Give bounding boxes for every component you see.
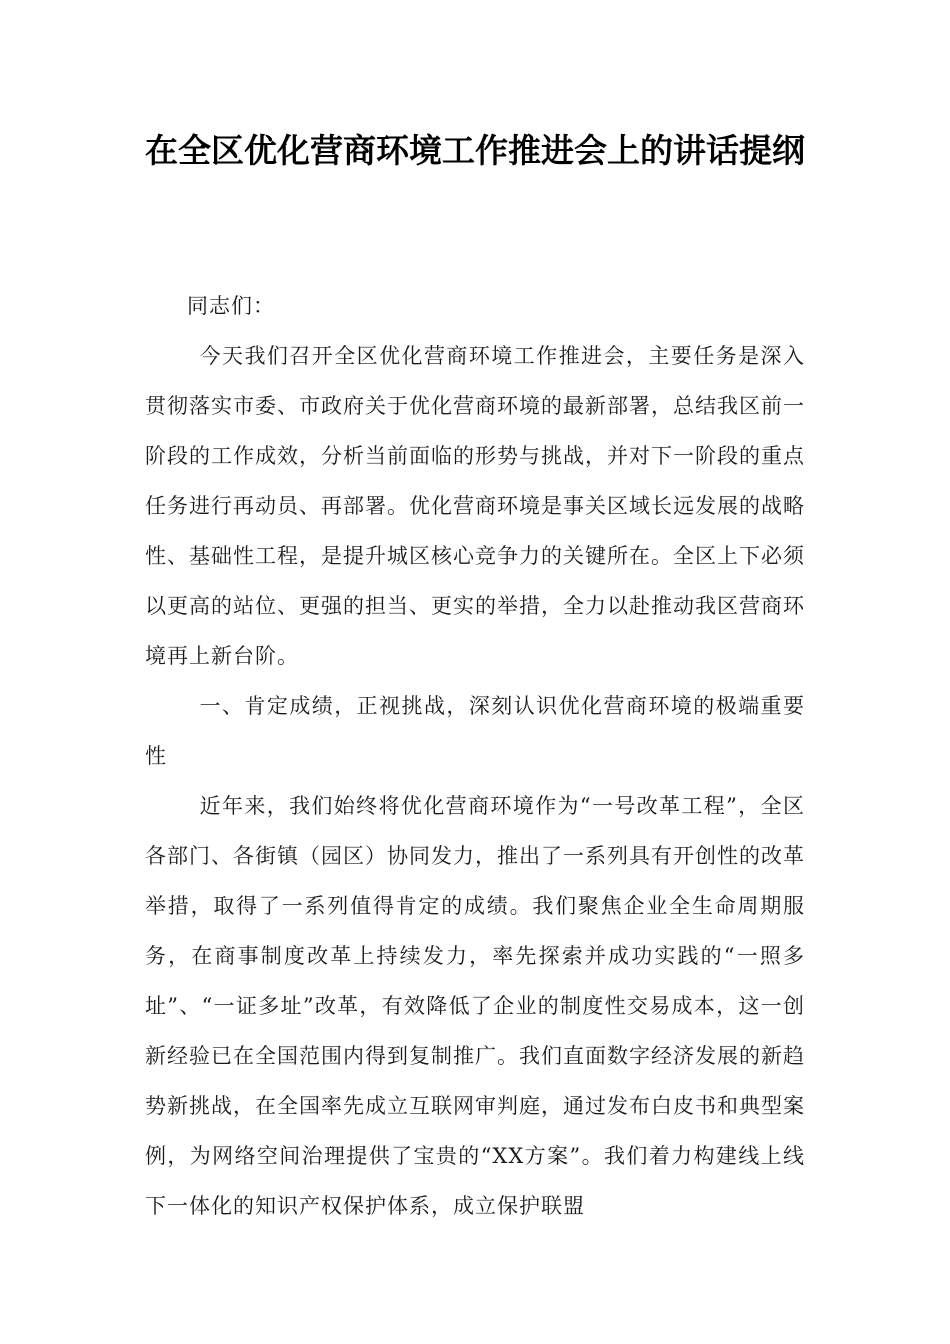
paragraph-achievements: 近年来，我们始终将优化营商环境作为“一号改革工程”，全区各部门、各街镇（园区）协同发力，推出了一系列具有开创性的改革举措，取得了一系列值得肯定的成绩。我们聚焦企业全生命周期服务，在商事制度改革上持续发力，率先探索并成功实践的“一照多址”、“一证多址”改革，有效降低了企业的制度性交易成本，这一创新经验已在全国范围内得到复制推广。我们直面数字经济发展的新趋势新挑战，在全国率先成立互联网审判庭，通过发布白皮书和典型案例，为网络空间治理提供了宝贵的“XX方案”。我们着力构建线上线下一体化的知识产权保护体系，成立保护联盟 [145,794,805,1218]
document-title: 在全区优化营商环境工作推进会上的讲话提纲 [145,131,805,170]
salutation: 同志们： [187,294,275,318]
section-heading-1: 一、肯定成绩，正视挑战，深刻认识优化营商环境的极端重要性 [145,694,805,768]
paragraph-intro: 今天我们召开全区优化营商环境工作推进会，主要任务是深入贯彻落实市委、市政府关于优化营商环境的最新部署，总结我区前一阶段的工作成效，分析当前面临的形势与挑战，并对下一阶段的重点任务进行再动员、再部署。优化营商环境是事关区域长远发展的战略性、基础性工程，是提升城区核心竞争力的关键所在。全区上下必须以更高的站位、更强的担当、更实的举措，全力以赴推动我区营商环境再上新台阶。 [145,344,805,668]
document-body [145,281,805,1231]
